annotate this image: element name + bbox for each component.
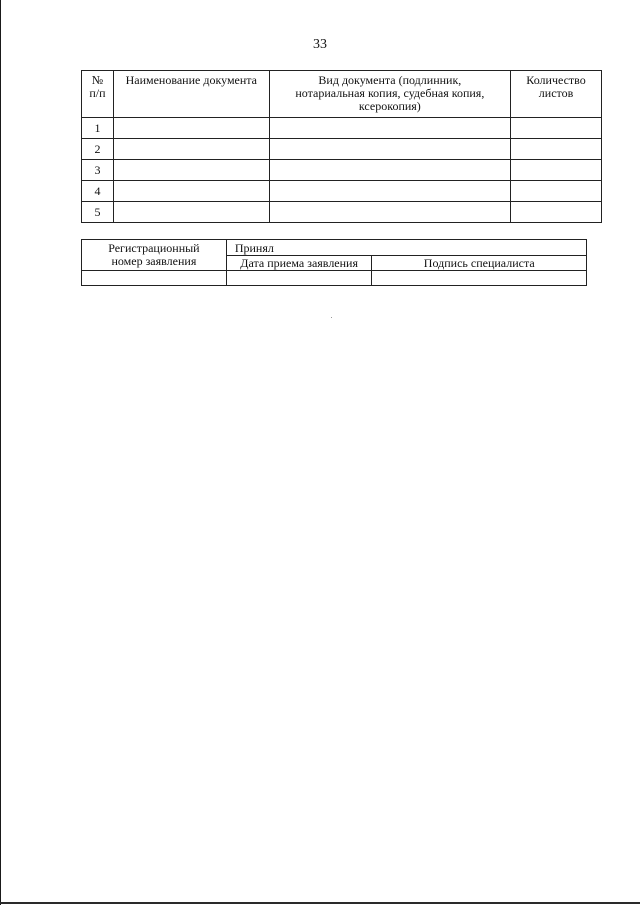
documents-table — [81, 70, 602, 223]
row-sheet-count[interactable] — [511, 202, 602, 223]
row-sheet-count[interactable] — [511, 181, 602, 202]
row-sheet-count[interactable] — [511, 139, 602, 160]
header-document-kind — [269, 71, 510, 118]
registration-table — [81, 239, 587, 286]
header-document-kind-line: Вид документа (подлинник, — [318, 73, 462, 87]
documents-table-header — [82, 71, 602, 118]
acceptance-date-field[interactable] — [226, 271, 372, 286]
row-document-name[interactable] — [113, 118, 269, 139]
registration-number-label-line: Регистрационный — [108, 241, 200, 255]
specialist-signature-label: Подпись специалиста — [372, 256, 587, 271]
row-number: 3 — [82, 160, 114, 181]
header-document-kind-line: нотариальная копия, судебная копия, — [295, 86, 485, 100]
specialist-signature-field[interactable] — [372, 271, 587, 286]
row-document-kind[interactable] — [269, 181, 510, 202]
row-sheet-count[interactable] — [511, 160, 602, 181]
row-document-kind[interactable] — [269, 160, 510, 181]
header-sheet-count-line: листов — [538, 86, 574, 100]
row-document-name[interactable] — [113, 139, 269, 160]
table-row — [82, 118, 602, 139]
header-document-name — [113, 71, 269, 118]
row-number: 4 — [82, 181, 114, 202]
registration-number-field[interactable] — [82, 271, 227, 286]
header-document-name-line: Наименование документа — [125, 73, 258, 87]
page-edge-bottom — [0, 902, 640, 904]
header-document-kind-line: ксерокопия) — [358, 99, 421, 113]
registration-value-row — [82, 271, 587, 286]
row-sheet-count[interactable] — [511, 118, 602, 139]
row-number: 5 — [82, 202, 114, 223]
row-number: 1 — [82, 118, 114, 139]
page-edge-left — [0, 0, 1, 905]
header-sheet-count — [511, 71, 602, 118]
row-document-kind[interactable] — [269, 118, 510, 139]
registration-number-label-line: номер заявления — [111, 254, 197, 268]
table-row — [82, 139, 602, 160]
page-number: 33 — [313, 37, 327, 52]
row-document-kind[interactable] — [269, 139, 510, 160]
row-document-name[interactable] — [113, 202, 269, 223]
row-number: 2 — [82, 139, 114, 160]
header-number-line: № — [91, 73, 104, 87]
registration-header-row — [82, 240, 587, 256]
row-document-name[interactable] — [113, 181, 269, 202]
header-number-line: п/п — [89, 86, 106, 100]
table-row — [82, 202, 602, 223]
registration-number-label — [82, 240, 227, 271]
row-document-name[interactable] — [113, 160, 269, 181]
accepted-label: Принял — [226, 240, 586, 256]
acceptance-date-label: Дата приема заявления — [226, 256, 372, 271]
table-row — [82, 181, 602, 202]
header-number — [82, 71, 114, 118]
row-document-kind[interactable] — [269, 202, 510, 223]
header-sheet-count-line: Количество — [526, 73, 586, 87]
scan-speck — [331, 317, 332, 318]
table-row — [82, 160, 602, 181]
